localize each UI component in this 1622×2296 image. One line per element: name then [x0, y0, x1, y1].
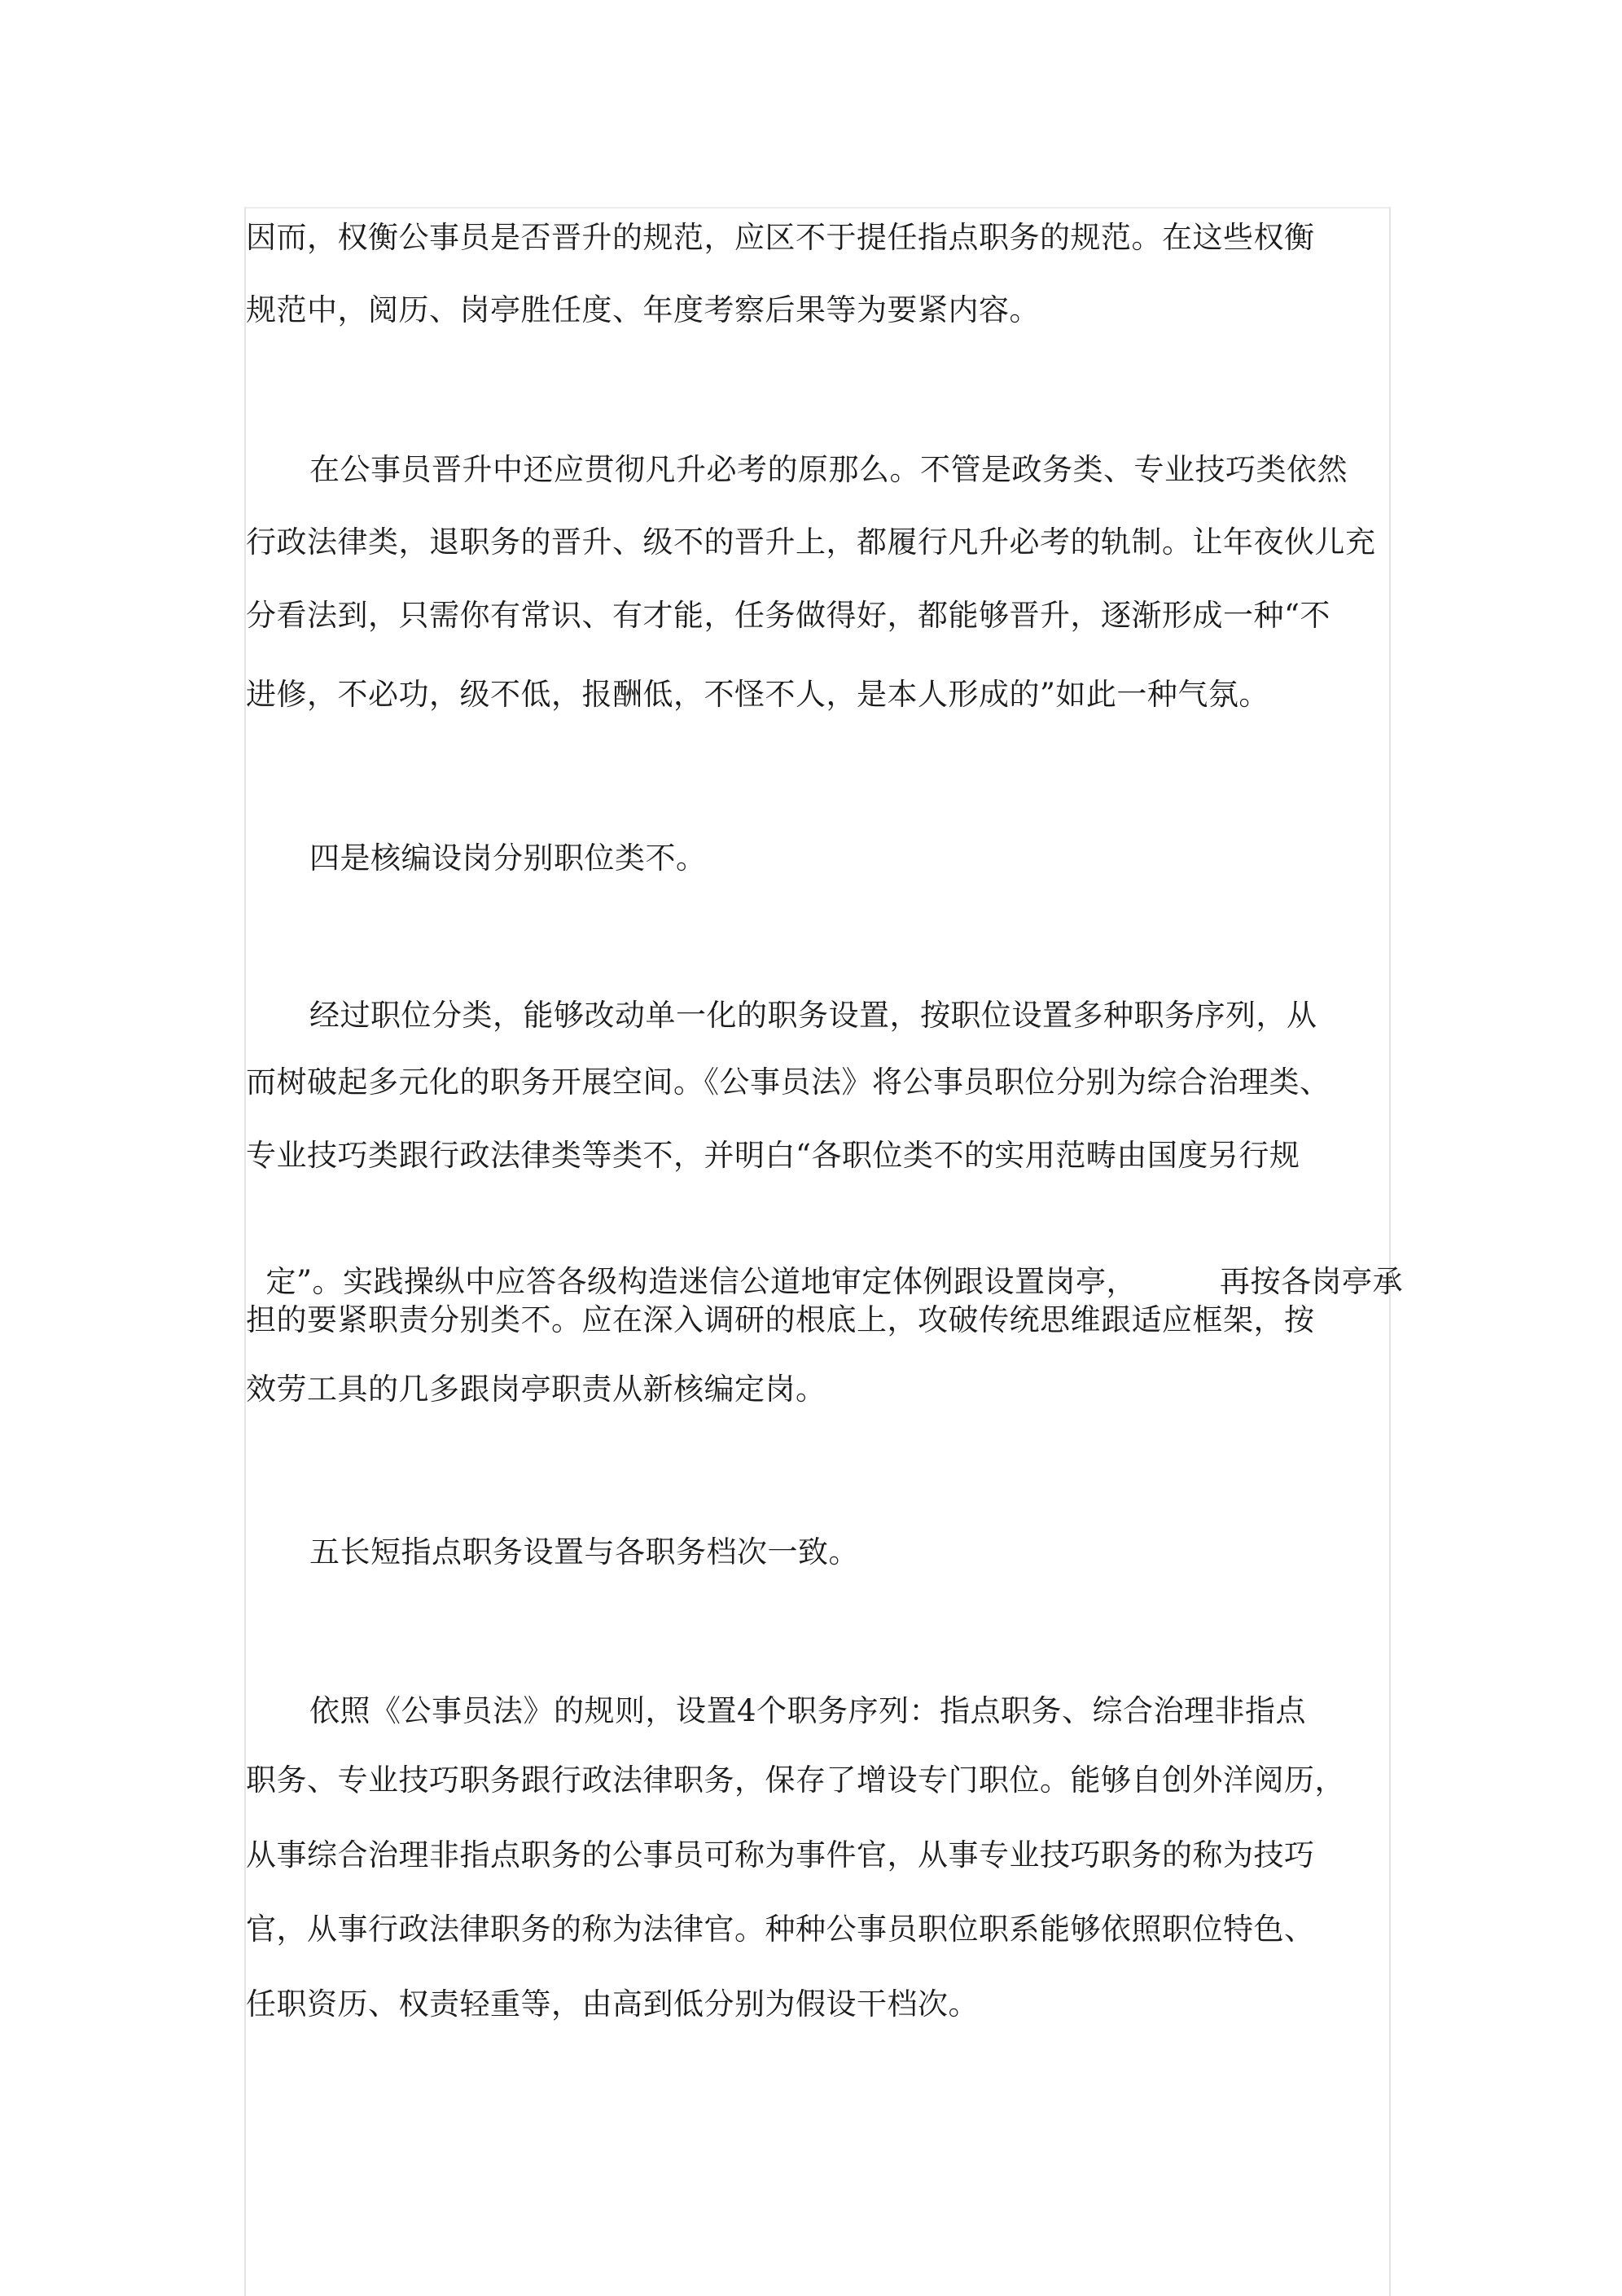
- text-line: 规范中，阅历、岗亭胜任度、年度考察后果等为要紧内容。: [246, 292, 1040, 327]
- text-line: 职务、专业技巧职务跟行政法律职务，保存了增设专门职位。能够自创外洋阅历，: [246, 1763, 1345, 1798]
- text-line: 效劳工具的几多跟岗亭职责从新核编定岗。: [246, 1372, 826, 1407]
- text-line: 官，从事行政法律职务的称为法律官。种种公事员职位职系能够依照职位特色、: [246, 1912, 1315, 1947]
- text-line: 担的要紧职责分别类不。应在深入调研的根底上，攻破传统思维跟适应框架，按: [246, 1302, 1315, 1337]
- text-line: 专业技巧类跟行政法律类等类不，并明白“各职位类不的实用范畴由国度另行规: [246, 1138, 1300, 1173]
- text-line: [246, 1223, 1403, 1302]
- section-heading: 四是核编设岗分别职位类不。: [309, 841, 707, 876]
- text-segment: 定”。实践操纵中应答各级构造迷信公道地审定体例跟设置岗亭，: [265, 1264, 1137, 1299]
- text-line: 任职资历、权责轻重等，由高到低分别为假设干档次。: [246, 1987, 979, 2022]
- text-line: 依照《公事员法》的规则，设置4个职务序列：指点职务、综合治理非指点: [309, 1693, 1307, 1728]
- text-line: 进修，不必功，级不低，报酬低，不怪不人，是本人形成的”如此一种气氛。: [246, 677, 1269, 712]
- text-line: 经过职位分类，能够改动单一化的职务设置，按职位设置多种职务序列，从: [309, 998, 1317, 1033]
- text-line: 行政法律类，退职务的晋升、级不的晋升上，都履行凡升必考的轨制。让年夜伙儿充: [246, 525, 1376, 560]
- section-heading: 五长短指点职务设置与各职务档次一致。: [309, 1534, 859, 1569]
- text-line: 分看法到，只需你有常识、有才能，任务做得好，都能够晋升，逐渐形成一种“不: [246, 598, 1330, 633]
- text-line: 在公事员晋升中还应贯彻凡升必考的原那么。不管是政务类、专业技巧类依然: [309, 452, 1348, 487]
- text-segment: 再按各岗亭承: [1219, 1264, 1403, 1299]
- text-line: 从事综合治理非指点职务的公事员可称为事件官，从事专业技巧职务的称为技巧: [246, 1837, 1315, 1872]
- text-line: 因而，权衡公事员是否晋升的规范，应区不于提任指点职务的规范。在这些权衡: [246, 220, 1315, 255]
- text-line: 而树破起多元化的职务开展空间。《公事员法》将公事员职位分别为综合治理类、: [246, 1065, 1330, 1100]
